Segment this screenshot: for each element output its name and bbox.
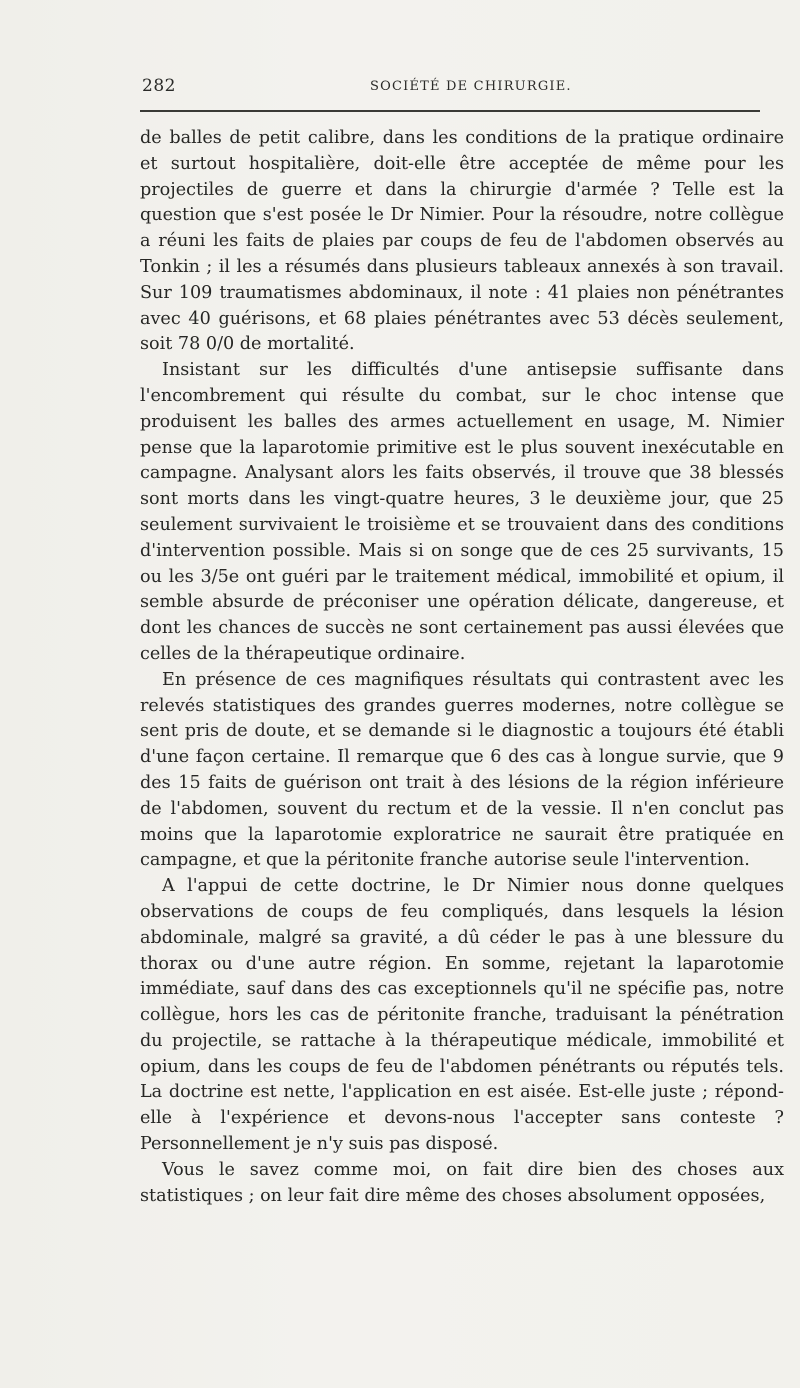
paragraph-4: A l'appui de cette doctrine, le Dr Nimier nous donne quelques observations de coups de feu compliqués, dans lesquels la lésion abdominale, malgré sa gravité, a dû céder le pas à une blessure du thorax ou d'une autre région. En somme, rejetant la laparotomie immédiate, sauf dans des cas exceptionnels qu'il ne spécifie pas, notre collègue, hors les cas de péritonite franche, traduisant la pénétration du projectile, se rattache à la thérapeutique médicale, immobilité et opium, dans les coups de feu de l'abdomen pénétrants ou réputés tels. La doctrine est nette, l'application en est aisée. Est-elle juste ; répond-elle à l'expérience et devons-nous l'accepter sans conteste ? Personnellement je n'y suis pas disposé. (140, 876, 784, 1155)
page-number: 282 (142, 76, 176, 96)
paragraph-3: En présence de ces magnifiques résultats qui contrastent avec les relevés statistiques des grandes guerres modernes, notre collègue se sent pris de doute, et se demande si le diagnostic a toujours été établi d'une façon certaine. Il remarque que 6 des cas à longue survie, que 9 des 15 faits de guérison ont trait à des lésions de la région inférieure de l'abdomen, souvent du rectum et de la vessie. Il n'en conclut pas moins que la laparotomie exploratrice ne saurait être pratiquée en campagne, et que la péritonite franche autorise seule l'intervention. (140, 669, 784, 871)
paragraph-1: de balles de petit calibre, dans les conditions de la pratique ordinaire et surtout hospitalière, doit-elle être acceptée de même pour les projectiles de guerre et dans la chirurgie d'armée ? Telle est la question que s'est posée le Dr Nimier. Pour la résoudre, notre collègue a réuni les faits de plaies par coups de feu de l'abdomen observés au Tonkin ; il les a résumés dans plusieurs tableaux annexés à son travail. Sur 109 traumatismes abdominaux, il note : 41 plaies non pénétrantes avec 40 guérisons, et 68 plaies pénétrantes avec 53 décès seulement, soit 78 0/0 de mortalité. (140, 128, 784, 355)
paragraph-2: Insistant sur les difficultés d'une antisepsie suffisante dans l'encombrement qui résulte du combat, sur le choc intense que produisent les balles des armes actuellement en usage, M. Nimier pense que la laparotomie primitive est le plus souvent inexécutable en campagne. Analysant alors les faits observés, il trouve que 38 blessés sont morts dans les vingt-quatre heures, 3 le deuxième jour, que 25 seulement survivaient le troisième et se trouvaient dans des conditions d'intervention possible. Mais si on songe que de ces 25 survivants, 15 ou les 3/5e ont guéri par le traitement médical, immobilité et opium, il semble absurde de préconiser une opération délicate, dangereuse, et dont les chances de succès ne sont certainement pas aussi élevées que celles de la thérapeutique ordinaire. (140, 360, 784, 664)
paragraph-5: Vous le savez comme moi, on fait dire bien des choses aux statistiques ; on leur fait dire même des choses absolument opposées, (140, 1159, 784, 1206)
running-title: SOCIÉTÉ DE CHIRURGIE. (370, 79, 572, 94)
header-rule (140, 110, 760, 112)
page-header (142, 76, 762, 100)
body-text (140, 126, 784, 1209)
